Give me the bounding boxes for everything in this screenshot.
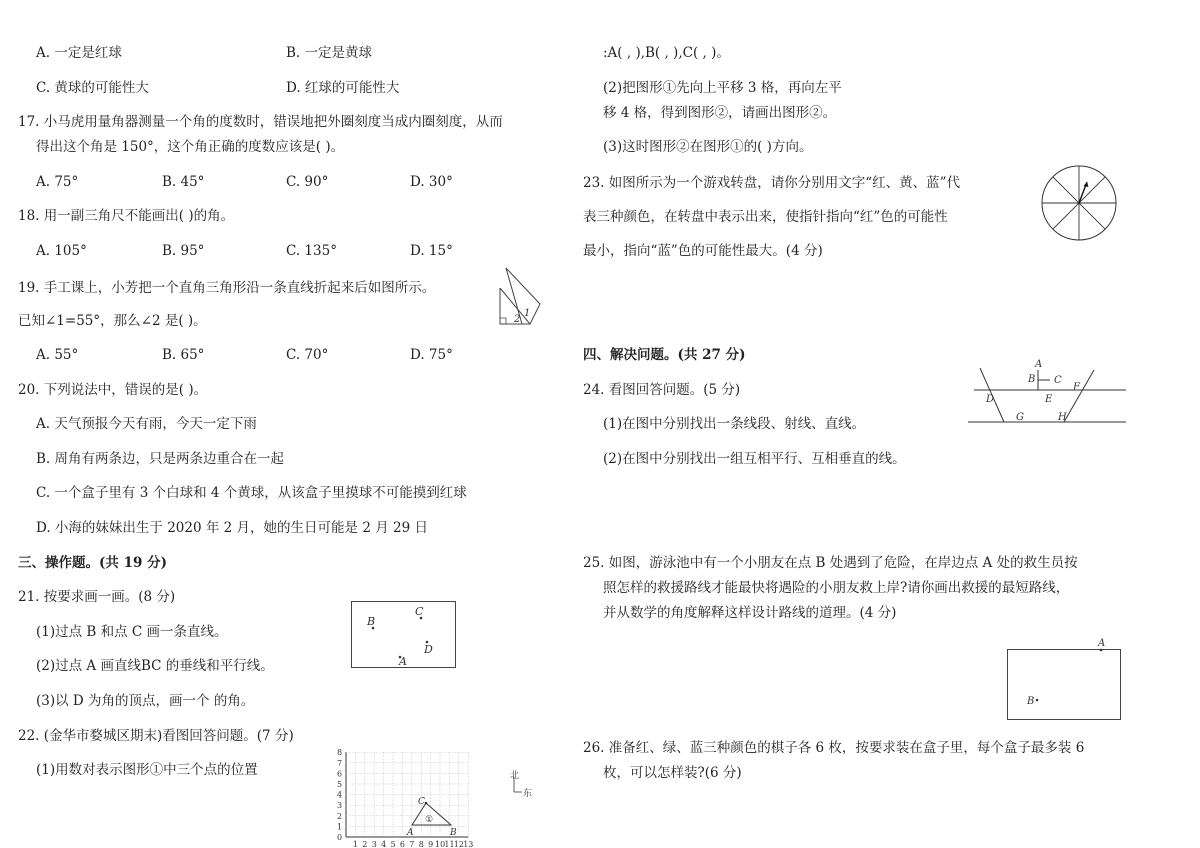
section3-heading: 三、操作题。(共 19 分)	[18, 555, 167, 571]
q19-option-d: D. 75°	[410, 347, 453, 363]
q17-option-d: D. 30°	[410, 174, 453, 190]
q22-y-tick-label: 7	[337, 758, 343, 768]
q22-x-tick-label: 1	[352, 840, 358, 848]
q25-stem-line2: 照怎样的救援路线才能最快将遇险的小朋友救上岸?请你画出救援的最短路线，	[603, 580, 1070, 596]
q24-lines-figure	[966, 356, 1130, 426]
q22-y-tick-label: 3	[337, 801, 343, 811]
q24-label-e: E	[1045, 394, 1053, 405]
q19-stem-line1: 19. 手工课上，小芳把一个直角三角形沿一条直线折起来后如图所示。	[18, 280, 436, 296]
q21-part1: (1)过点 B 和点 C 画一条直线。	[36, 624, 228, 640]
q23-stem-line3: 最小，指向“蓝”色的可能性最大。(4 分)	[583, 243, 823, 259]
q19-option-b: B. 65°	[162, 347, 205, 363]
q22-y-tick-label: 4	[337, 790, 343, 800]
q17-stem-line2: 得出这个角是 150°，这个角正确的度数应该是( )。	[36, 139, 345, 155]
q17-option-c: C. 90°	[286, 174, 329, 190]
q22-x-tick-label: 6	[399, 840, 405, 848]
q22-east-label: 东	[523, 789, 533, 799]
q19-option-c: C. 70°	[286, 347, 329, 363]
q18-option-d: D. 15°	[410, 243, 453, 259]
q22-y-tick-label: 5	[337, 780, 343, 789]
q23-spinner-figure	[1040, 164, 1118, 242]
q22-point-b-label: B	[450, 828, 457, 838]
q22-point-a-label: A	[407, 828, 414, 838]
q21-points-box-figure	[351, 601, 457, 669]
q22-x-tick-label: 3	[371, 840, 377, 848]
q26-stem-line1: 26. 准备红、绿、蓝三种颜色的棋子各 6 枚，按要求装在盒子里，每个盒子最多装 6	[583, 740, 1085, 756]
q24-label-c: C	[1054, 375, 1062, 386]
q22-part3: (3)这时图形②在图形①的( )方向。	[603, 139, 813, 155]
q25-point-a-label: A	[1098, 638, 1106, 649]
q20-option-c: C. 一个盒子里有 3 个白球和 4 个黄球，从该盒子里摸球不可能摸到红球	[36, 485, 467, 501]
q24-part2: (2)在图中分别找出一组互相平行、互相垂直的线。	[603, 451, 906, 467]
q22-shape1-label: ①	[425, 815, 434, 825]
q22-part1: (1)用数对表示图形①中三个点的位置	[36, 762, 258, 778]
q25-stem-line3: 并从数学的角度解释这样设计路线的道理。(4 分)	[603, 605, 897, 621]
q24-part1: (1)在图中分别找出一条线段、射线、直线。	[603, 416, 866, 432]
q17-option-b: B. 45°	[162, 174, 205, 190]
q25-stem-line1: 25. 如图，游泳池中有一个小朋友在点 B 处遇到了危险，在岸边点 A 处的救生员按	[583, 555, 1078, 571]
q22-part2-line2: 移 4 格，得到图形②，请画出图形②。	[603, 105, 837, 121]
q20-option-b: B. 周角有两条边，只是两条边重合在一起	[36, 451, 285, 467]
section4-heading: 四、解决问题。(共 27 分)	[583, 347, 746, 363]
q24-label-a: A	[1035, 359, 1043, 370]
q21-point-b-label: B	[367, 615, 376, 628]
q19-stem-line2: 已知∠1=55°，那么∠2 是( )。	[18, 313, 207, 329]
q21-point-d-label: D	[424, 643, 433, 656]
q21-part3: (3)以 D 为角的顶点，画一个 的角。	[36, 693, 255, 709]
q20-option-d: D. 小海的妹妹出生于 2020 年 2 月，她的生日可能是 2 月 29 日	[36, 520, 428, 536]
q22-x-tick-label: 9	[428, 840, 434, 848]
q22-x-tick-label: 12	[453, 840, 464, 848]
q22-point-c-label: C	[418, 797, 425, 807]
q22-y-tick-label: 2	[337, 811, 343, 821]
q22-x-tick-label: 5	[390, 840, 396, 848]
q22-north-label: 北	[510, 771, 520, 781]
q19-folded-triangle-figure	[492, 266, 552, 328]
q16-option-c: C. 黄球的可能性大	[36, 80, 149, 96]
q21-point-c-label: C	[415, 605, 424, 618]
q24-label-f: F	[1073, 382, 1080, 393]
q17-stem-line1: 17. 小马虎用量角器测量一个角的度数时，错误地把外圈刻度当成内圈刻度，从而	[18, 114, 503, 130]
q23-stem-line1: 23. 如图所示为一个游戏转盘，请你分别用文字“红、黄、蓝”代	[583, 175, 961, 191]
q22-grid-figure	[326, 746, 536, 848]
q25-point-b-label: B	[1027, 696, 1035, 707]
q18-option-c: C. 135°	[286, 243, 337, 259]
q22-x-tick-label: 7	[409, 840, 415, 848]
q22-coordinates-answer: :A( , ),B( , ),C( , )。	[603, 45, 730, 61]
q22-stem: 22. (金华市婺城区期末)看图回答问题。(7 分)	[18, 728, 294, 744]
q16-option-d: D. 红球的可能性大	[286, 80, 400, 96]
q20-option-a: A. 天气预报今天有雨，今天一定下雨	[36, 416, 257, 432]
q22-y-tick-label: 1	[337, 822, 343, 832]
q19-option-a: A. 55°	[36, 347, 79, 363]
q22-x-tick-label: 8	[418, 840, 424, 848]
q19-angle2-label: 2	[514, 314, 521, 325]
q22-part2-line1: (2)把图形①先向上平移 3 格，再向左平	[603, 80, 842, 96]
q18-stem: 18. 用一副三角尺不能画出( )的角。	[18, 208, 235, 224]
q26-stem-line2: 枚，可以怎样装?(6 分)	[603, 765, 742, 781]
q24-label-g: G	[1016, 412, 1024, 423]
q24-label-d: D	[986, 394, 995, 405]
q16-option-b: B. 一定是黄球	[286, 45, 373, 61]
q22-y-tick-label: 6	[337, 769, 343, 779]
q19-angle1-label: 1	[524, 308, 531, 319]
q25-pool-figure	[1007, 634, 1125, 722]
q20-stem: 20. 下列说法中，错误的是( )。	[18, 382, 208, 398]
q16-option-a: A. 一定是红球	[36, 45, 122, 61]
q22-x-tick-label: 13	[463, 840, 474, 848]
q22-x-tick-label: 11	[444, 840, 455, 848]
q21-part2: (2)过点 A 画直线BC 的垂线和平行线。	[36, 658, 274, 674]
q22-x-tick-label: 10	[435, 840, 446, 848]
q22-y-tick-label: 8	[337, 748, 343, 758]
q24-label-h: H	[1058, 412, 1067, 423]
q24-label-b: B	[1028, 374, 1036, 385]
q18-option-b: B. 95°	[162, 243, 205, 259]
q21-point-a-label: A	[399, 655, 407, 668]
q23-stem-line2: 表三种颜色，在转盘中表示出来，使指针指向“红”色的可能性	[583, 209, 948, 225]
q21-stem: 21. 按要求画一画。(8 分)	[18, 589, 176, 605]
q22-y-tick-label: 0	[337, 833, 343, 842]
q18-option-a: A. 105°	[36, 243, 87, 259]
q24-stem: 24. 看图回答问题。(5 分)	[583, 382, 741, 398]
q17-option-a: A. 75°	[36, 174, 79, 190]
q22-x-tick-label: 2	[362, 840, 368, 848]
q22-x-tick-label: 4	[381, 840, 387, 848]
